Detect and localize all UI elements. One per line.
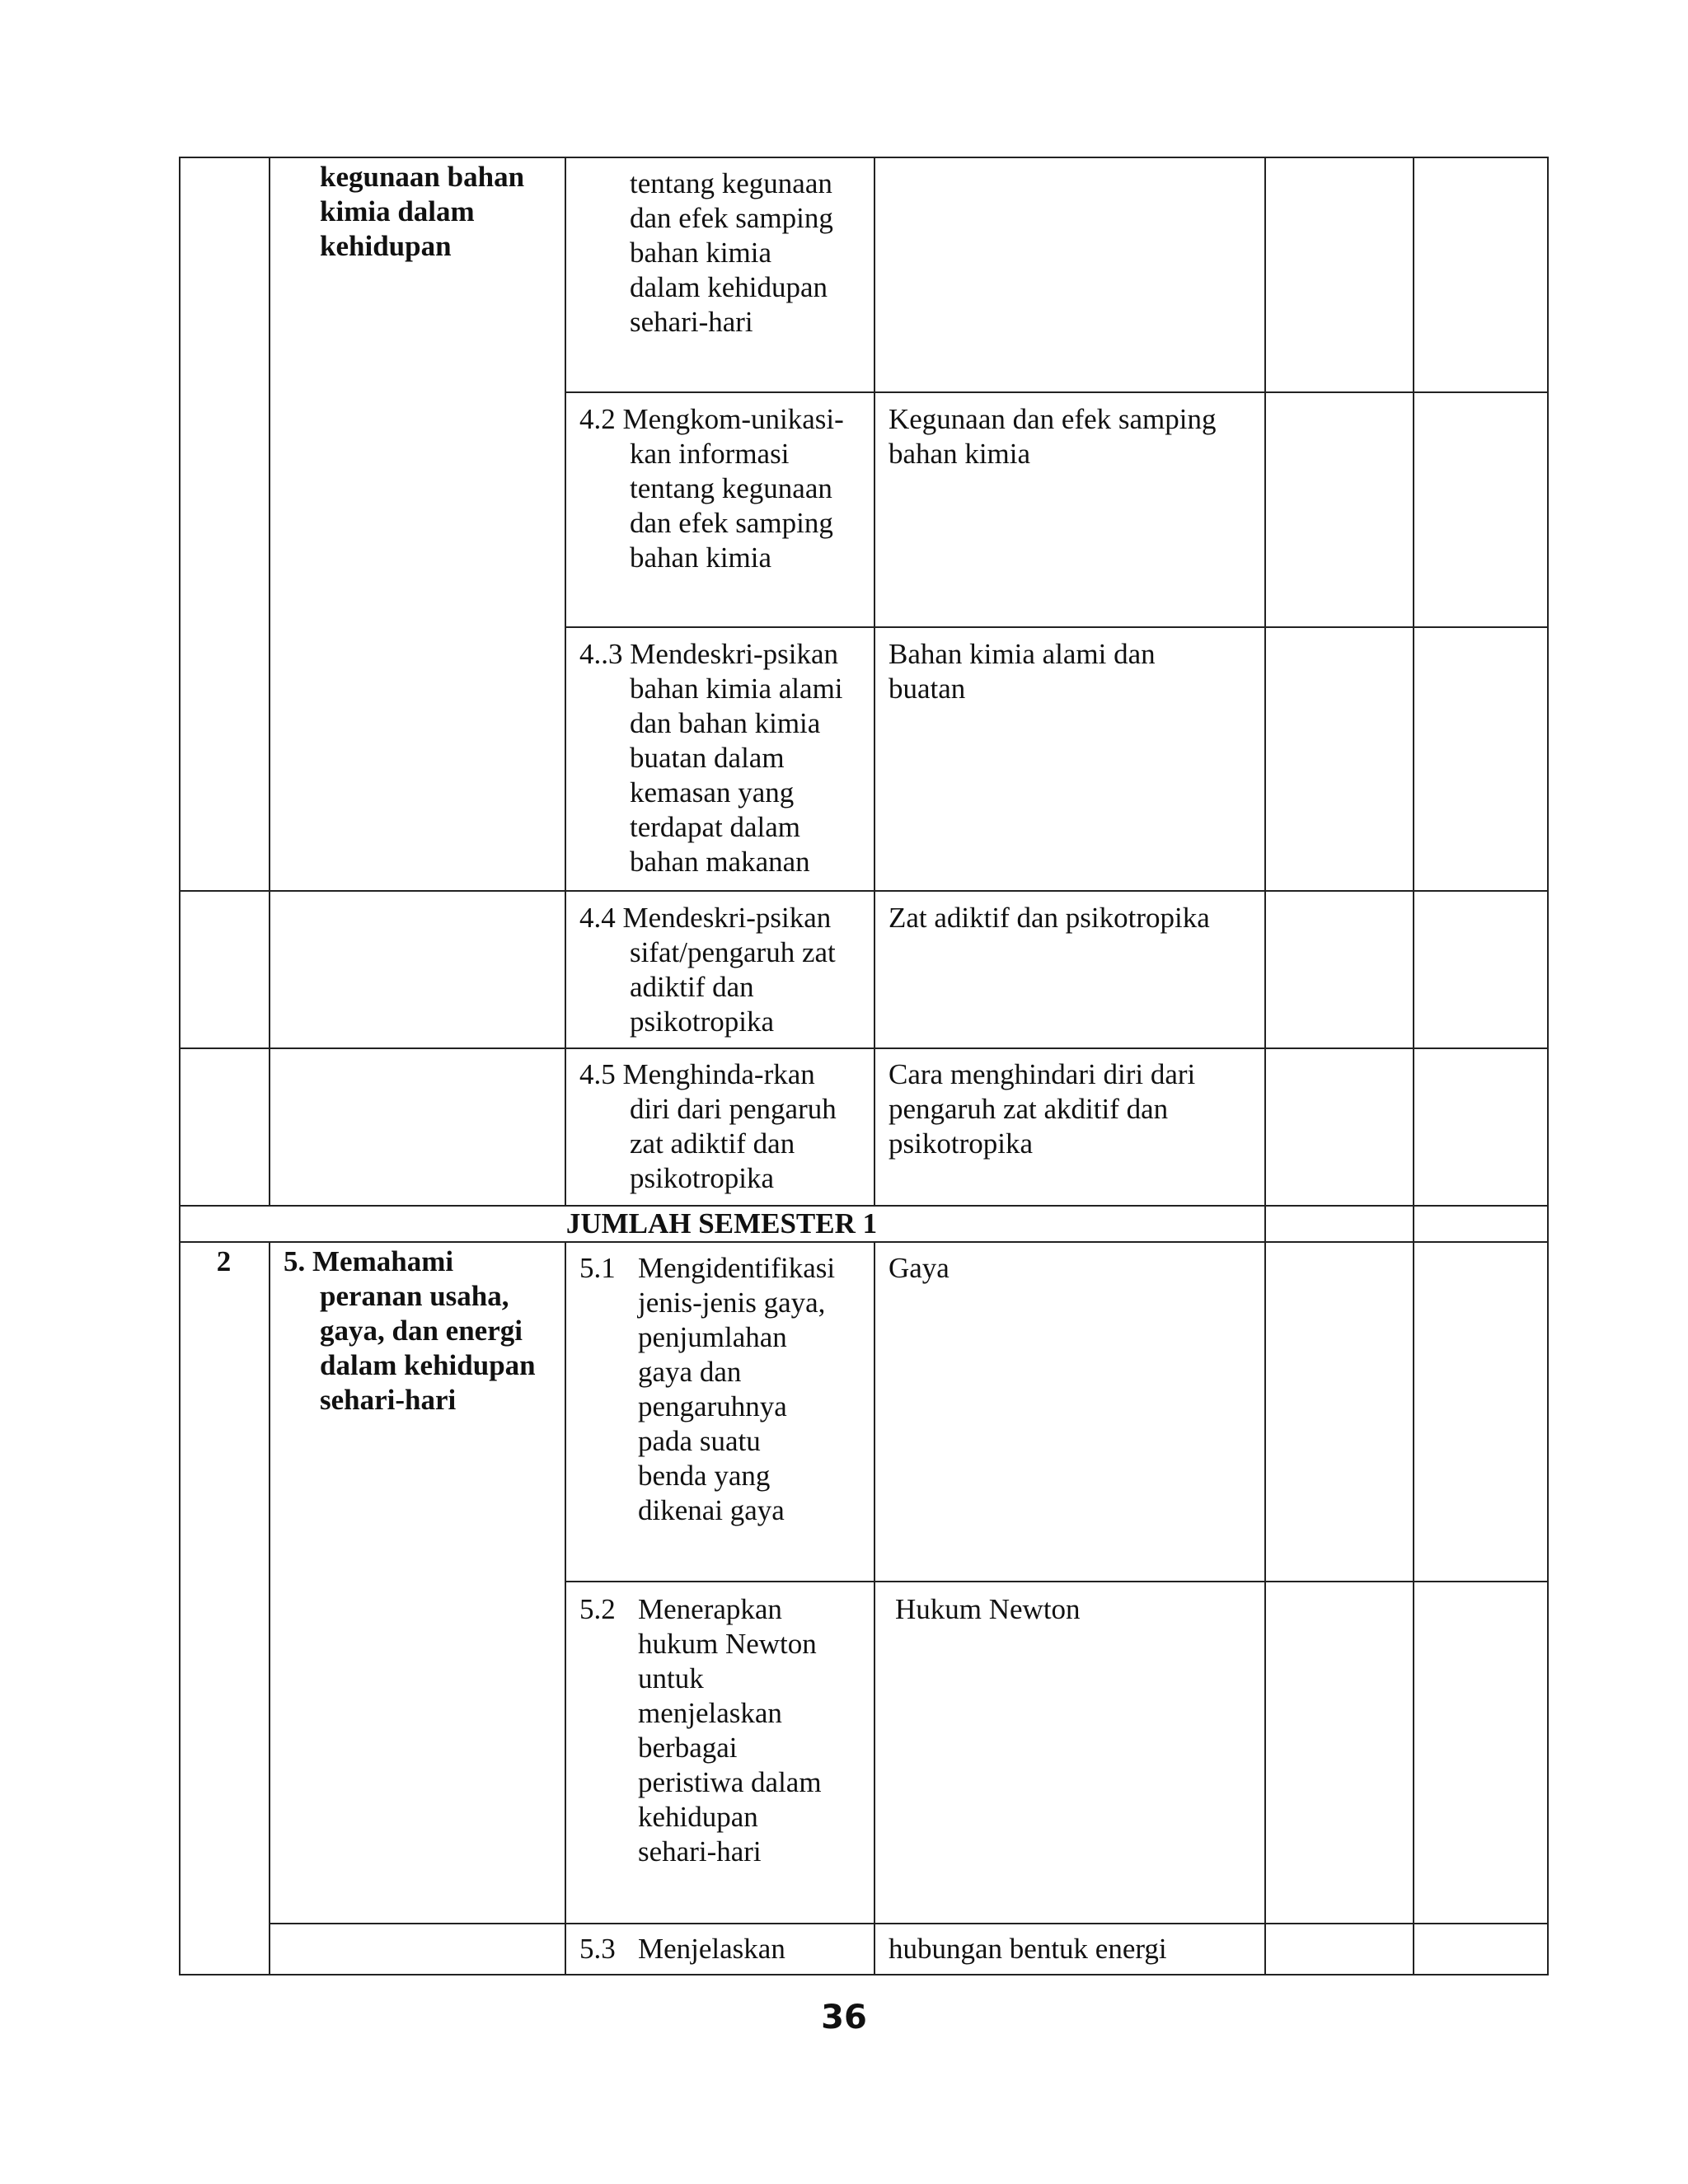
indicator-number: 4..3 Mendeskri-psikan: [579, 638, 838, 670]
page-number: 36: [821, 1999, 867, 2036]
indicator-cell: Menjelaskan: [638, 1933, 785, 1965]
competency-cell: peranan usaha, gaya, dan energi dalam kehidupan sehari-hari: [320, 1280, 536, 1416]
material-cell: Zat adiktif dan psikotropika: [889, 902, 1210, 934]
indicator-number: 5.2: [579, 1593, 616, 1625]
material-cell: hubungan bentuk energi: [889, 1933, 1167, 1965]
indicator-number: 4.2 Mengkom-unikasi-: [579, 403, 844, 435]
material-cell: Hukum Newton: [895, 1593, 1081, 1625]
indicator-cell: Mengidentifikasi jenis-jenis gaya, penjumlahan gaya dan pengaruhnya pada suatu benda yang dikenai gaya: [638, 1252, 836, 1526]
material-cell: Cara menghindari diri dari pengaruh zat akditif dan psikotropika: [889, 1058, 1196, 1160]
material-cell: Kegunaan dan efek samping bahan kimia: [889, 403, 1217, 470]
indicator-number: 5.1: [579, 1252, 616, 1284]
row-number: 2: [216, 1245, 232, 1277]
indicator-number: 5.3: [579, 1933, 616, 1965]
material-cell: Gaya: [889, 1252, 950, 1284]
indicator-cell: tentang kegunaan dan efek samping bahan kimia dalam kehidupan sehari-hari: [630, 167, 833, 338]
indicator-cell: kan informasi tentang kegunaan dan efek samping bahan kimia: [630, 438, 833, 574]
material-cell: Bahan kimia alami dan buatan: [889, 638, 1156, 705]
indicator-cell: sifat/pengaruh zat adiktif dan psikotropika: [630, 936, 836, 1038]
competency-cell: kegunaan bahan kimia dalam kehidupan: [320, 161, 525, 262]
semester-total-label: JUMLAH SEMESTER 1: [565, 1207, 878, 1240]
competency-number: 5. Memahami: [284, 1245, 454, 1277]
indicator-cell: diri dari pengaruh zat adiktif dan psikotropika: [630, 1093, 837, 1194]
indicator-number: 4.4 Mendeskri-psikan: [579, 902, 832, 934]
indicator-number: 4.5 Menghinda-rkan: [579, 1058, 815, 1090]
indicator-cell: bahan kimia alami dan bahan kimia buatan dalam kemasan yang terdapat dalam bahan makanan: [630, 673, 843, 878]
indicator-cell: Menerapkan hukum Newton untuk menjelaskan berbagai peristiwa dalam kehidupan sehari-hari: [638, 1593, 822, 1868]
